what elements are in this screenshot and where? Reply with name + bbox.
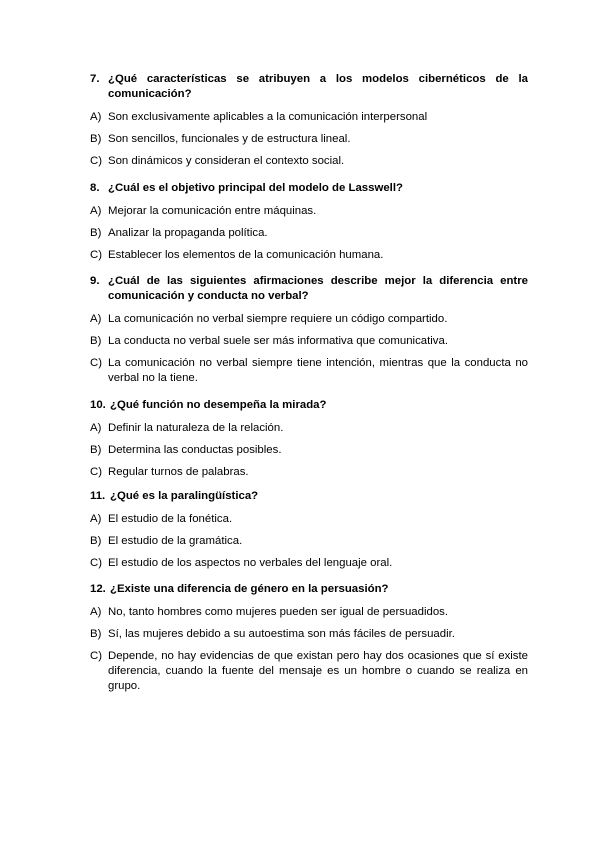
question-text: ¿Existe una diferencia de género en la persuasión? [110, 583, 389, 595]
option-letter: A) [90, 205, 102, 217]
question-text: ¿Qué función no desempeña la mirada? [110, 399, 327, 411]
option-a [90, 512, 528, 527]
option-text: Sí, las mujeres debido a su autoestima son más fáciles de persuadir. [108, 628, 455, 640]
question-text: ¿Qué características se atribuyen a los modelos cibernéticos de la comunicación? [108, 73, 528, 100]
option-c [90, 356, 528, 386]
option-letter: A) [90, 111, 102, 123]
option-text: La comunicación no verbal siempre tiene intención, mientras que la conducta no verbal no la tiene. [108, 357, 528, 384]
option-b [90, 132, 528, 147]
option-text: El estudio de la gramática. [108, 535, 243, 547]
question-number: 8. [90, 182, 100, 194]
option-text: La comunicación no verbal siempre requiere un código compartido. [108, 313, 448, 325]
question-title [90, 72, 528, 102]
option-c [90, 556, 528, 571]
option-letter: C) [90, 557, 103, 569]
question-text: ¿Cuál de las siguientes afirmaciones describe mejor la diferencia entre comunicación y conducta no verbal? [108, 275, 528, 302]
option-letter: B) [90, 227, 102, 239]
option-text: Mejorar la comunicación entre máquinas. [108, 205, 317, 217]
option-letter: C) [90, 249, 103, 261]
question-number: 9. [90, 275, 100, 287]
option-a [90, 312, 528, 327]
option-text: Definir la naturaleza de la relación. [108, 422, 284, 434]
option-b [90, 443, 528, 458]
option-b [90, 534, 528, 549]
option-letter: C) [90, 650, 103, 662]
question-title [90, 582, 528, 597]
option-text: No, tanto hombres como mujeres pueden ser igual de persuadidos. [108, 606, 449, 618]
option-c [90, 154, 528, 169]
option-a [90, 204, 528, 219]
option-letter: B) [90, 628, 102, 640]
option-c [90, 465, 528, 480]
option-b [90, 334, 528, 349]
option-text: El estudio de la fonética. [108, 513, 233, 525]
option-a [90, 605, 528, 620]
question-8 [90, 181, 528, 263]
option-text: Determina las conductas posibles. [108, 444, 282, 456]
option-letter: C) [90, 466, 103, 478]
option-text: Establecer los elementos de la comunicación humana. [108, 249, 384, 261]
question-text: ¿Qué es la paralingüística? [110, 490, 259, 502]
option-b [90, 627, 528, 642]
option-letter: A) [90, 422, 102, 434]
option-letter: A) [90, 513, 102, 525]
option-text: Depende, no hay evidencias de que existan pero hay dos ocasiones que sí existe diferencia, cuando la fuente del mensaje es un hombre o cuando se realiza en grupo. [108, 650, 528, 692]
option-text: Son exclusivamente aplicables a la comunicación interpersonal [108, 111, 428, 123]
question-title [90, 489, 528, 504]
option-c [90, 248, 528, 263]
question-number: 7. [90, 73, 100, 85]
option-b [90, 226, 528, 241]
option-text: Son dinámicos y consideran el contexto social. [108, 155, 345, 167]
question-12 [90, 582, 528, 694]
option-a [90, 421, 528, 436]
question-title [90, 181, 528, 196]
option-text: Son sencillos, funcionales y de estructura lineal. [108, 133, 351, 145]
question-11 [90, 489, 528, 571]
option-text: Regular turnos de palabras. [108, 466, 249, 478]
question-9 [90, 274, 528, 386]
question-number: 11. [90, 490, 106, 502]
option-letter: B) [90, 335, 102, 347]
question-number: 12. [90, 583, 106, 595]
option-c [90, 649, 528, 694]
question-title [90, 274, 528, 304]
option-text: La conducta no verbal suele ser más informativa que comunicativa. [108, 335, 449, 347]
option-letter: B) [90, 133, 102, 145]
question-7 [90, 72, 528, 169]
option-text: Analizar la propaganda política. [108, 227, 268, 239]
option-letter: A) [90, 606, 102, 618]
question-text: ¿Cuál es el objetivo principal del modelo de Lasswell? [108, 182, 403, 194]
option-letter: B) [90, 535, 102, 547]
option-letter: C) [90, 155, 103, 167]
question-number: 10. [90, 399, 106, 411]
option-letter: C) [90, 357, 103, 369]
option-letter: A) [90, 313, 102, 325]
question-title [90, 398, 528, 413]
option-text: El estudio de los aspectos no verbales del lenguaje oral. [108, 557, 393, 569]
option-a [90, 110, 528, 125]
option-letter: B) [90, 444, 102, 456]
question-10 [90, 398, 528, 480]
